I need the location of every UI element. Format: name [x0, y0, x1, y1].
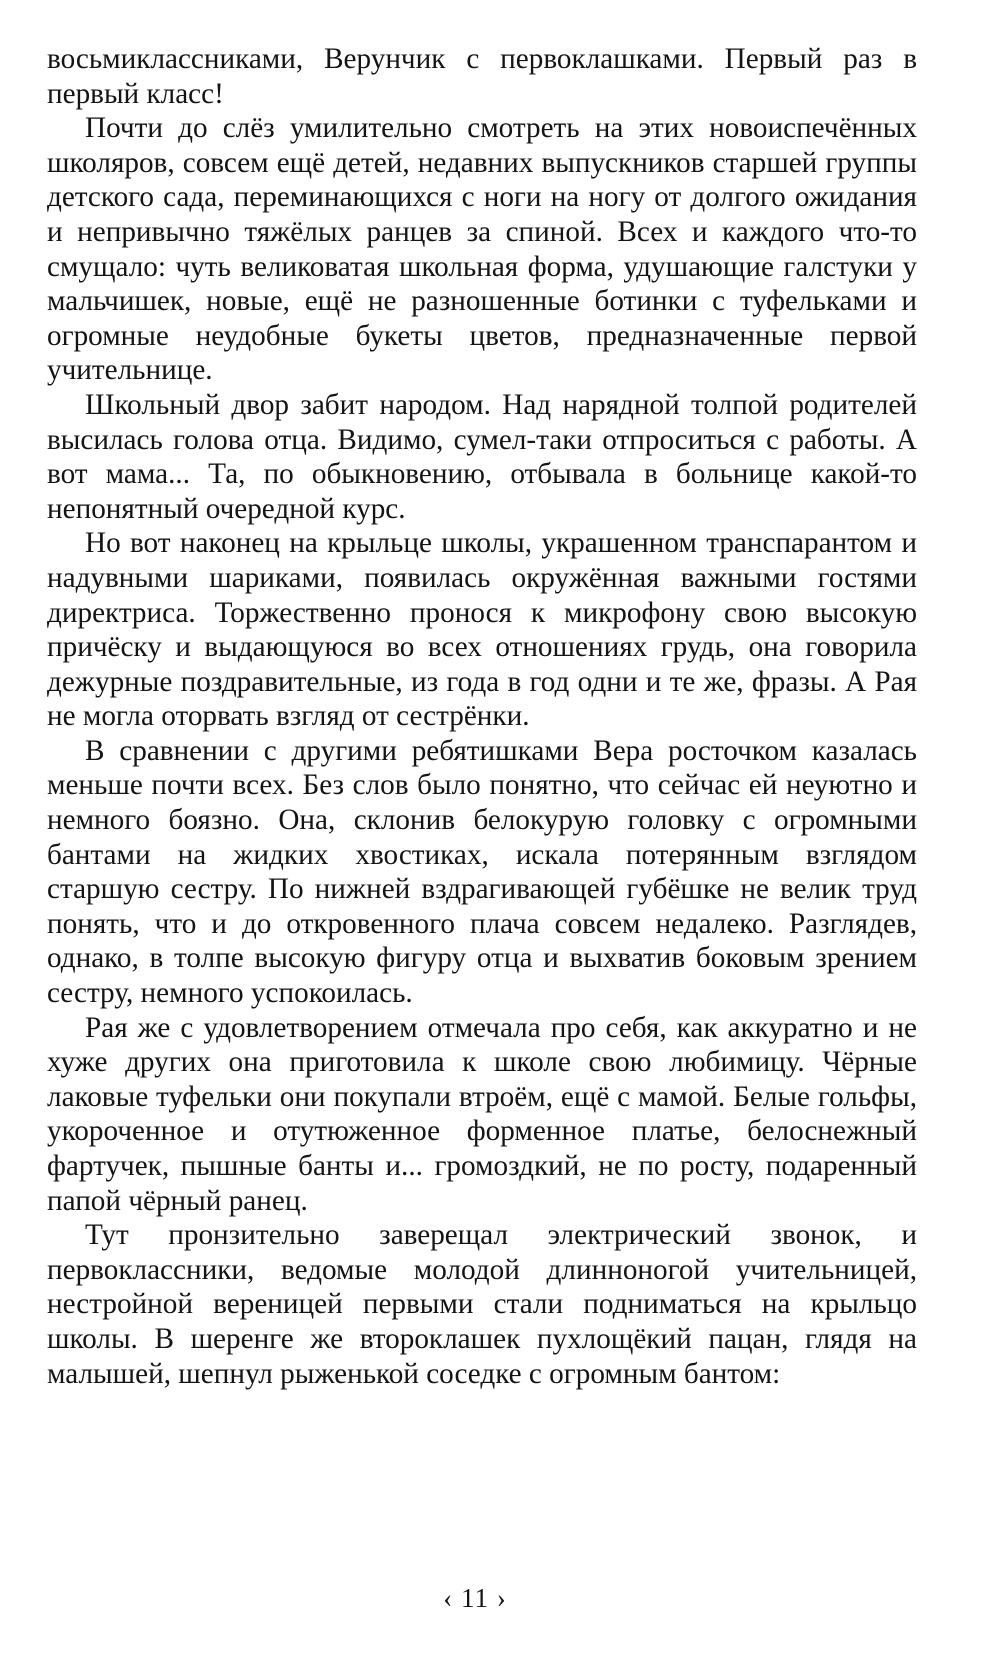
- page-body-text: [47, 42, 917, 1391]
- paragraph-continuation: восьмиклассниками, Верунчик с первоклашками. Первый раз в первый класс!: [47, 43, 917, 110]
- paragraph-6: Рая же с удовлетворением отмечала про себя, как аккуратно и не хуже других она приготовила к школе свою любимицу. Чёрные лаковые туфельки они покупали втроём, ещё с мамой. Белые гольфы, укороченное и отутюженное форменное платье, белоснежный фартучек, пышные банты и... громоздкий, не по росту, подаренный папой чёрный ранец.: [47, 1011, 917, 1217]
- paragraph-5: В сравнении с другими ребятишками Вера росточком казалась меньше почти всех. Без слов было понятно, что сейчас ей неуютно и немного боязно. Она, склонив белокурую головку с огромными бантами на жидких хвостиках, искала потерянным взглядом старшую сестру. По нижней вздрагивающей губёшке не велик труд понять, что и до откровенного плача совсем недалеко. Разглядев, однако, в толпе высокую фигуру отца и выхватив боковым зрением сестру, немного успокоилась.: [47, 734, 917, 1010]
- paragraph-3: Школьный двор забит народом. Над нарядной толпой родителей высилась голова отца. Видимо, сумел-таки отпроситься с работы. А вот мама... Та, по обыкновению, отбывала в больнице какой-то непонятный очередной курс.: [47, 388, 917, 525]
- page-number: ‹ 11 ›: [443, 1583, 507, 1613]
- paragraph-7: Тут пронзительно заверещал электрический звонок, и первоклассники, ведомые молодой длинноногой учительницей, нестройной вереницей первыми стали подниматься на крыльцо школы. В шеренге же второклашек пухлощёкий пацан, глядя на малышей, шепнул рыженькой соседке с огромным бантом:: [47, 1219, 917, 1390]
- paragraph-2: Почти до слёз умилительно смотреть на этих новоиспечённых школяров, совсем ещё детей, недавних выпускников старшей группы детского сада, переминающихся с ноги на ногу от долгого ожидания и непривычно тяжёлых ранцев за спиной. Всех и каждого что-то смущало: чуть великоватая школьная форма, удушающие галстуки у мальчишек, новые, ещё не разношенные ботинки с туфельками и огромные неудобные букеты цветов, предназначенные первой учительнице.: [47, 112, 917, 387]
- paragraph-4: Но вот наконец на крыльце школы, украшенном транспарантом и надувными шариками, появилась окружённая важными гостями директриса. Торжественно пронося к микрофону свою высокую причёску и выдающуюся во всех отношениях грудь, она говорила дежурные поздравительные, из года в год одни и те же, фразы. А Рая не могла оторвать взгляд от сестрёнки.: [47, 527, 917, 733]
